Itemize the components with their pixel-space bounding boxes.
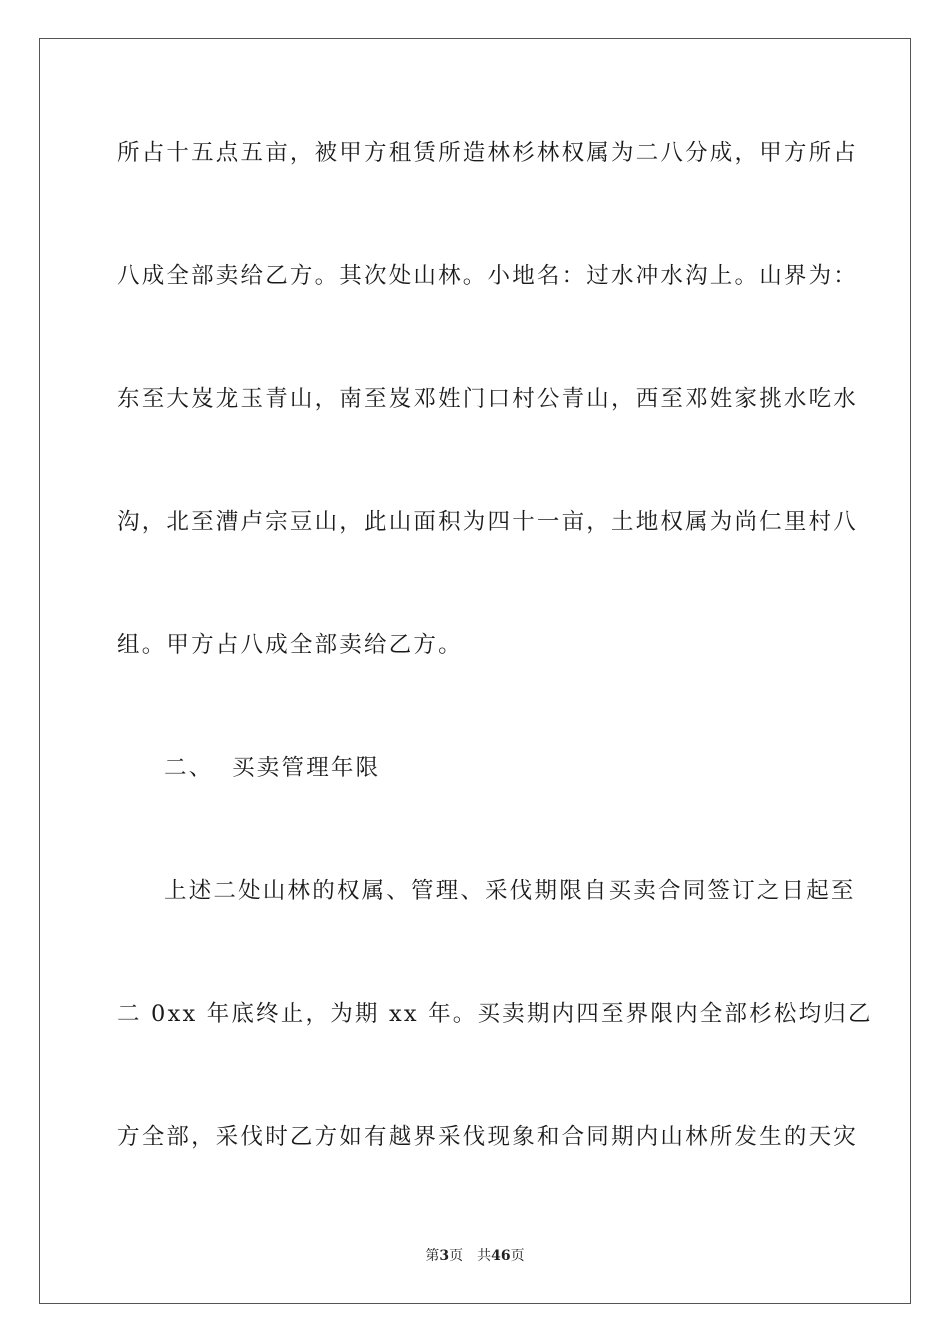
total-prefix: 共	[477, 1248, 492, 1264]
body-text-line: 沟，北至漕卢宗豆山，此山面积为四十一亩，土地权属为尚仁里村八	[117, 509, 859, 535]
paragraph-line: 方全部，采伐时乙方如有越界采伐现象和合同期内山林所发生的天灾	[117, 1124, 859, 1150]
paragraph-line: 上述二处山林的权属、管理、采伐期限自买卖合同签订之日起至	[164, 878, 856, 904]
body-text-line: 东至大岌龙玉青山，南至岌邓姓门口村公青山，西至邓姓家挑水吃水	[117, 386, 859, 412]
page-number: 3	[439, 1248, 450, 1264]
total-suffix: 页	[510, 1248, 525, 1264]
total-pages: 46	[491, 1248, 511, 1264]
body-text-line: 八成全部卖给乙方。其次处山林。小地名：过水冲水沟上。山界为：	[117, 263, 859, 289]
page-border	[39, 38, 911, 1304]
page-prefix: 第	[425, 1248, 440, 1264]
paragraph-line: 二 0xx 年底终止，为期 xx 年。买卖期内四至界限内全部杉松均归乙	[117, 1001, 873, 1027]
body-text-line: 组。甲方占八成全部卖给乙方。	[117, 632, 463, 658]
body-text-line: 所占十五点五亩，被甲方租赁所造林杉林权属为二八分成，甲方所占	[117, 140, 859, 166]
page-suffix: 页	[449, 1248, 464, 1264]
section-heading: 二、 买卖管理年限	[164, 755, 381, 781]
page-footer	[0, 1246, 950, 1266]
